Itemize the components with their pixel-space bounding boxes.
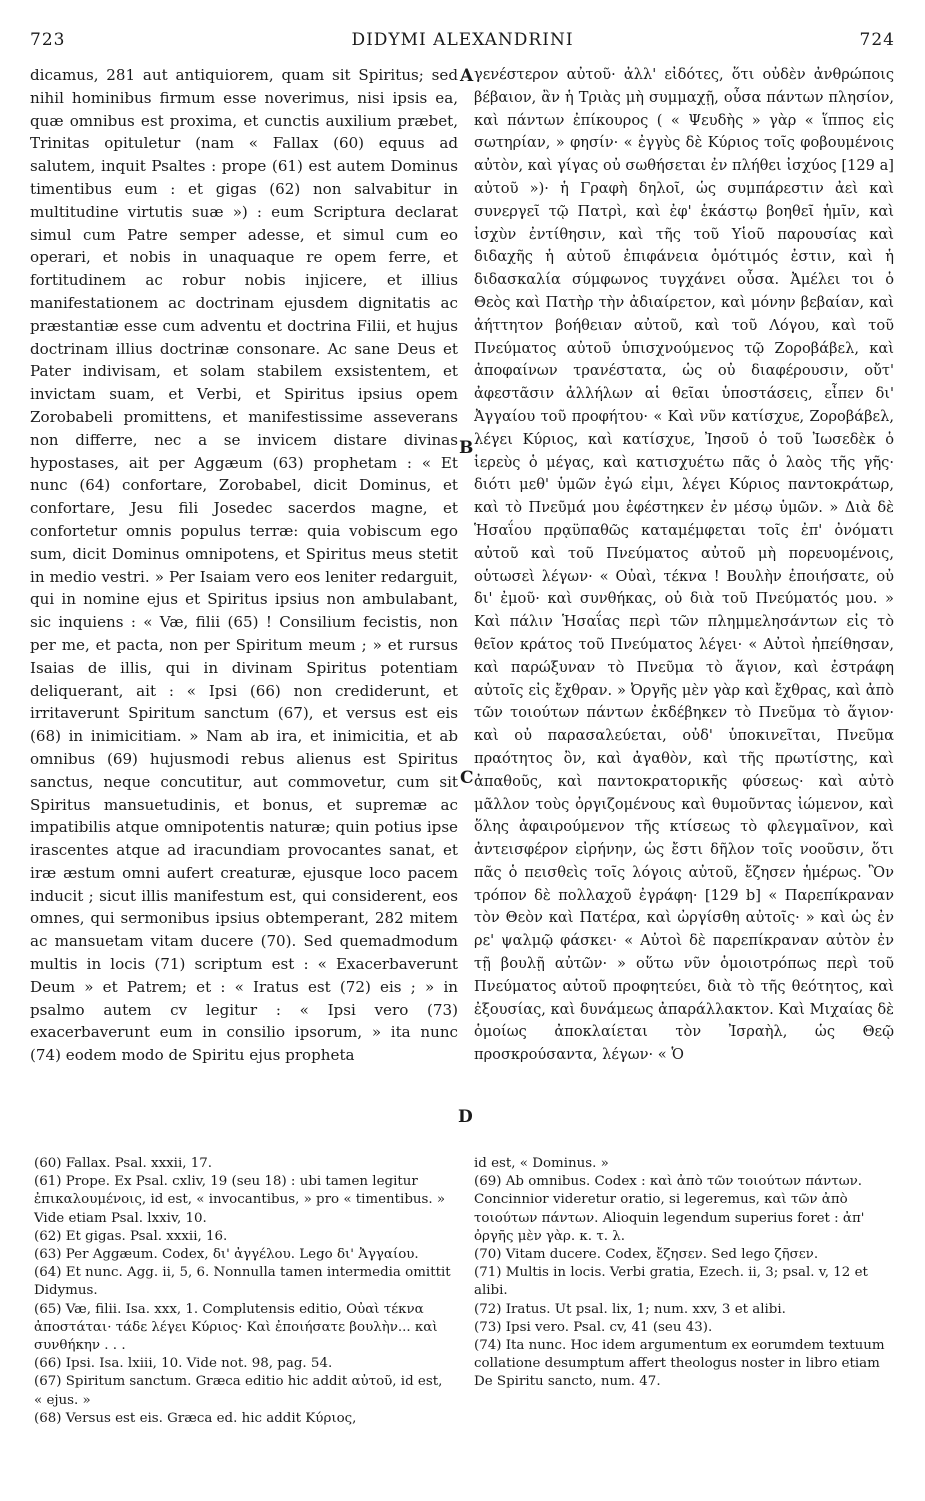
section-marker-d: D: [458, 1107, 473, 1127]
footnote: (61) Prope. Ex Psal. cxliv, 19 (seu 18) : ubi tamen legitur ἐπικαλουμένοις, id est, « invocantibus, » pro « timentibus. » Vide etiam Psal. lxxiv, 10.: [34, 1174, 446, 1226]
section-marker-b: B: [459, 438, 474, 458]
footnote: (63) Per Aggæum. Codex, δι' ἀγγέλου. Lego δι' Ἀγγαίου.: [34, 1247, 419, 1263]
greek-text: γενέστερον αὐτοῦ· ἀλλ' εἰδότες, ὅτι οὐδὲν ἀνθρώποις βέβαιον, ἂν ἡ Τριὰς μὴ συμμαχῇ, οὖσα πάντων πλησίον, καὶ πάντων ἐπίκουρος ( « Ψευδὴς » γὰρ « ἵππος εἰς σωτηρίαν, » φησίν· « ἐγγὺς δὲ Κύριος τοῖς φοβουμένοις αὐτὸν, καὶ γίγας οὐ σωθήσεται ἐν πλήθει ἰσχύος [129 a] αὐτοῦ »)· ἡ Γραφὴ δηλοῖ, ὡς συμπάρεστιν ἀεὶ καὶ συνεργεῖ τῷ Πατρὶ, καὶ ἐφ' ἑκάστῳ βοηθεῖ ἡμῖν, καὶ ἰσχὺν ἐντίθησιν, καὶ τῆς τοῦ Υἱοῦ παρουσίας καὶ διδαχῆς ἡ αὐτοῦ ἐπιφάνεια ὁμότιμός ἐστιν, καὶ ἡ διδασκαλία σύμφωνος τυγχάνει οὖσα. Ἀμέλει τοι ὁ Θεὸς καὶ Πατὴρ τὴν ἀδιαίρετον, καὶ μόνην βεβαίαν, καὶ ἀήττητον βοήθειαν αὐτοῦ, καὶ τοῦ Λόγου, καὶ τοῦ Πνεύματος αὐτοῦ ὑπισχνούμενος τῷ Ζοροβάβελ, καὶ ἀποφαίνων τρανέστατα, ὡς οὐ διαφέρουσιν, οὔτ' ἀφεστᾶσιν ἀλλήλων αἱ θεῖαι ὑποστάσεις, εἶπεν δι' Ἀγγαίου τοῦ προφήτου· « Καὶ νῦν κατίσχυε, Ζοροβάβελ, λέγει Κύριος, καὶ κατίσχυε, Ἰησοῦ ὁ τοῦ Ἰωσεδὲκ ὁ ἱερεὺς ὁ μέγας, καὶ κατισχυέτω πᾶς ὁ λαὸς τῆς γῆς· διότι μεθ' ὑμῶν ἐγώ εἰμι, λέγει Κύριος παντοκράτωρ, καὶ τὸ Πνεῦμά μου ἐφέστηκεν ἐν μέσῳ ὑμῶν. » Διὰ δὲ Ἡσαΐου πρᾳϋπαθῶς καταμέμφεται τοῖς ἐπ' ὀνόματι αὐτοῦ καὶ τοῦ Πνεύματος αὐτοῦ μὴ πορευομένοις, οὑτωσεὶ λέγων· « Οὐαὶ, τέκνα ! Βουλὴν ἐποιήσατε, οὐ δι' ἐμοῦ· καὶ συνθήκας, οὐ διὰ τοῦ Πνεύματός μου. » Καὶ πάλιν Ἡσαΐας περὶ τῶν πλημμελησάντων εἰς τὸ θεῖον κράτος τοῦ Πνεύματος λέγει· « Αὐτοὶ ἠπείθησαν, καὶ παρώξυναν τὸ Πνεῦμα τὸ ἅγιον, καὶ ἐστράφη αὐτοῖς εἰς ἔχθραν. » Ὀργῆς μὲν γὰρ καὶ ἔχθρας, καὶ ἀπὸ τῶν τοιούτων πάντων ἐκδέβηκεν τὸ Πνεῦμα τὸ ἅγιον· καὶ οὐ παρασαλεύεται, οὐδ' ὑποκινεῖται, Πνεῦμα πραότητος ὂν, καὶ ἀγαθὸν, καὶ τῆς πρωτίστης, καὶ ἀπαθοῦς, καὶ παντοκρατορικῆς φύσεως· καὶ αὐτὸ μᾶλλον τοὺς ὀργιζομένους καὶ θυμοῦντας ἰώμενον, καὶ ὅλης ἀφαιρούμενον τῆς κτίσεως τὸ φλεγμαῖνον, καὶ ἀντεισφέρον εἰρήνην, ὡς ἔστι δῆλον τοῖς νοοῦσιν, ὅτι πᾶς ὁ πεισθεὶς τοῖς λόγοις αὐτοῦ, ἔζησεν ἡμέρως. Ὃν τρόπον δὲ πολλαχοῦ ἐγράφη· [129 b] « Παρεπίκραναν τὸν Θεὸν καὶ Πατέρα, καὶ ὠργίσθη αὐτοῖς· » καὶ ὡς ἐν ρε' ψαλμῷ φάσκει· « Αὐτοὶ δὲ παρεπίκραναν αὐτὸν ἐν τῇ βουλῇ αὐτῶν· » οὕτω νῦν ὁμοιοτρόπως περὶ τοῦ Πνεύματος αὐτοῦ προφητεύει, διὰ τὸ τῆς θεότητος, καὶ ἐξουσίας, καὶ δυνάμεως ἀπαράλλακτον. Καὶ Μιχαίας δὲ ὁμοίως ἀποκλαίεται τὸν Ἰσραὴλ, ὡς Θεῷ προσκρούσαντα, λέγων· « Ὁ: [474, 66, 894, 1064]
running-title: DIDYMI ALEXANDRINI: [351, 30, 574, 50]
footnote: id est, « Dominus. »: [474, 1156, 609, 1171]
footnote: (69) Ab omnibus. Codex : καὶ ἀπὸ τῶν τοιούτων πάντων. Concinnior videretur oratio, si legeremus, καὶ τῶν ἀπὸ τοιούτων πάντων. Alioquin legendum superius foret : ἀπ' ὀργῆς μὲν γὰρ. κ. τ. λ.: [474, 1174, 865, 1244]
footnote: (73) Ipsi vero. Psal. cv, 41 (seu 43).: [474, 1319, 713, 1335]
footnote: (68) Versus est eis. Græca ed. hic addit Κύριος,: [34, 1410, 357, 1426]
footnotes-left: [34, 1155, 452, 1428]
footnote: (70) Vitam ducere. Codex, ἔζησεν. Sed lego ζῆσεν.: [474, 1247, 819, 1263]
footnote: (71) Multis in locis. Verbi gratia, Ezech. ii, 3; psal. v, 12 et alibi.: [474, 1265, 868, 1299]
section-marker-a: A: [460, 66, 474, 86]
footnote: (65) Væ, filii. Isa. xxx, 1. Complutensis editio, Οὐαὶ τέκνα ἀποστάται· τάδε λέγει Κύριος· Καὶ ἐποιήσατε βουλὴν... καὶ συνθήκην . . .: [34, 1301, 438, 1354]
page-number-right: 724: [859, 30, 895, 50]
footnote: (66) Ipsi. Isa. lxiii, 10. Vide not. 98, pag. 54.: [34, 1356, 333, 1372]
latin-text: dicamus, 281 aut antiquiorem, quam sit Spiritus; sed nihil hominibus firmum esse noverimus, nisi ipsis ea, quæ omnibus est proxima, et cunctis auxilium præbet, Trinitas opituletur (nam « Fallax (60) equus ad salutem, inquit Psaltes : prope (61) est autem Dominus timentibus eum : et gigas (62) non salvabitur in multitudine virtutis suæ ») : eum Scriptura declarat simul cum Patre semper adesse, et simul cum eo operari, et nobis in unaquaque re opem ferre, et fortitudinem ac robur nobis injicere, et illius manifestationem ac doctrinam ejusdem dignitatis ac præstantiæ esse cum adventu et doctrina Filii, et hujus doctrinam illius doctrinæ consonare. Ac sane Deus et Pater indivisam, et solam stabilem exsistentem, et invictam suam, et Verbi, et Spiritus ipsius opem Zorobabeli promittens, et manifestissime asseverans non differre, nec a se invicem distare divinas hypostases, ait per Aggæum (63) prophetam : « Et nunc (64) confortare, Zorobabel, dicit Dominus, et confortare, Jesu fili Josedec sacerdos magne, et confortetur omnis populus terræ: quia vobiscum ego sum, dicit Dominus omnipotens, et Spiritus meus stetit in medio vestri. » Per Isaiam vero eos leniter redarguit, qui in nomine ejus et Spiritus ipsius non ambulabant, sic inquiens : « Væ, filii (65) ! Consilium fecistis, non per me, et pacta, non per Spiritum meum ; » et rursus Isaias de illis, qui in divinam Spiritus potentiam deliquerant, ait : « Ipsi (66) non crediderunt, et irritaverunt Spiritum sanctum (67), et versus est eis (68) in inimicitiam. » Nam ab ira, et inimicitia, et ab omnibus (69) hujusmodi rebus alienus est Spiritus sanctus, neque concutitur, aut commovetur, cum sit Spiritus mansuetudinis, et bonus, et supremæ ac impatibilis atque omnipotentis naturæ; quin potius ipse irascentes atque ad iracundiam provocantes sanat, et iræ æstum omni aufert creaturæ, ejusque loco pacem inducit ; sicut illis manifestum est, qui considerent, eos omnes, qui sermonibus ipsius obtemperant, 282 mitem ac mansuetam vitam ducere (70). Sed quemadmodum multis in locis (71) scriptum est : « Exacerbaverunt Deum » et Patrem; et : « Iratus est (72) eis ; » in psalmo autem cv legitur : « Ipsi vero (73) exacerbaverunt eum in consilio ipsorum, » ita nunc (74) eodem modo de Spiritu ejus propheta: [30, 66, 458, 1065]
running-header: [30, 30, 895, 56]
latin-column: [30, 64, 458, 1067]
footnote: (72) Iratus. Ut psal. lix, 1; num. xxv, 3 et alibi.: [474, 1301, 786, 1317]
greek-column: [474, 64, 894, 1067]
section-marker-c: C: [460, 768, 474, 788]
footnote: (67) Spiritum sanctum. Græca editio hic addit αὐτοῦ, id est, « ejus. »: [34, 1374, 443, 1408]
footnote: (74) Ita nunc. Hoc idem argumentum ex eorumdem textuum collatione desumptum affert theologus noster in libro etiam De Spiritu sancto, num. 47.: [474, 1338, 885, 1390]
footnote: (60) Fallax. Psal. xxxii, 17.: [34, 1156, 213, 1171]
footnote: (62) Et gigas. Psal. xxxii, 16.: [34, 1228, 228, 1244]
page-number-left: 723: [30, 30, 66, 50]
footnotes-right: [474, 1155, 894, 1392]
footnote: (64) Et nunc. Agg. ii, 5, 6. Nonnulla tamen intermedia omittit Didymus.: [34, 1265, 451, 1299]
